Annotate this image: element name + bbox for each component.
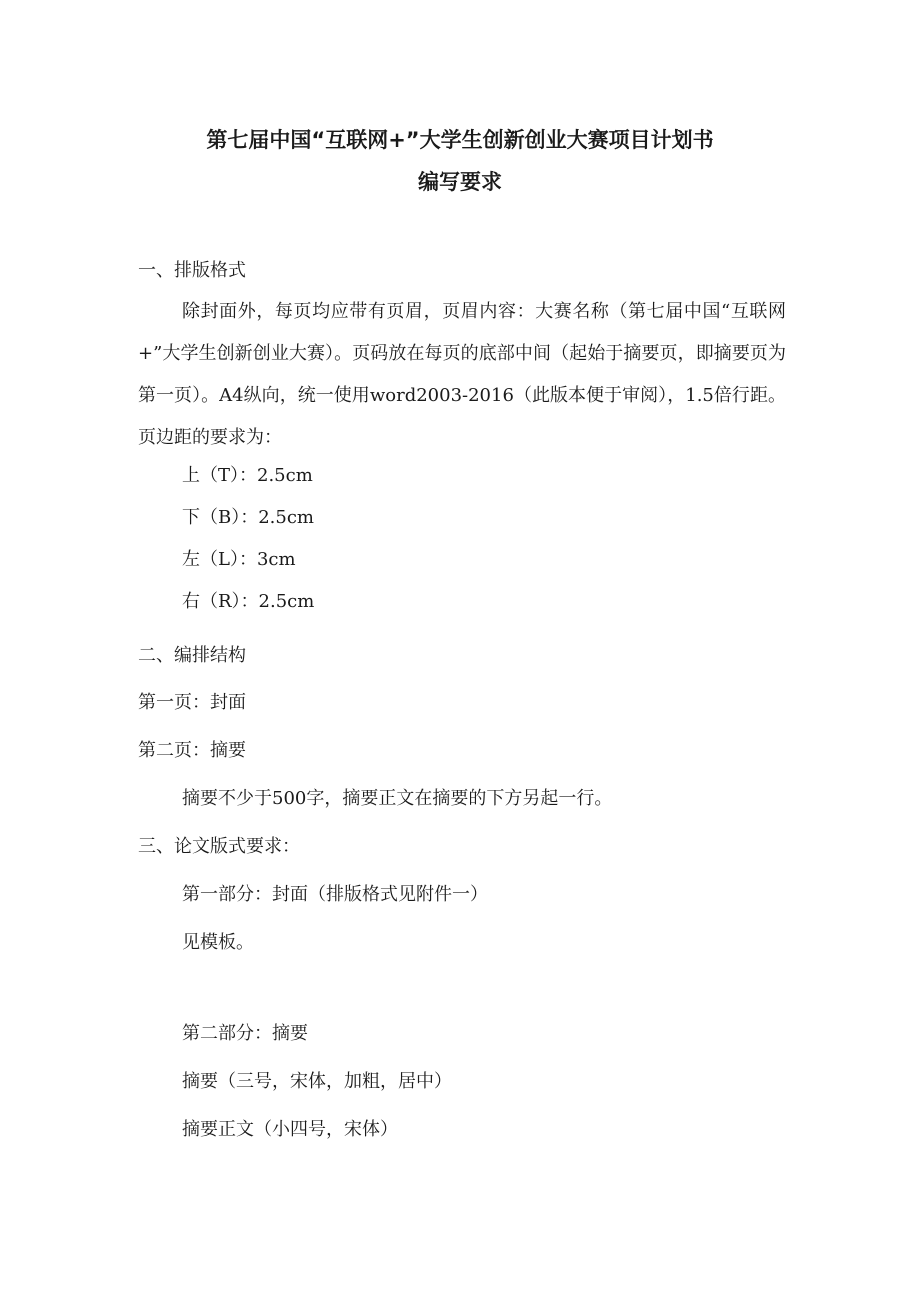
- margin-bottom: 下（B）：2.5cm: [182, 507, 315, 528]
- margin-top: 上（T）：2.5cm: [182, 465, 313, 486]
- structure-page-two: 第二页：摘要: [138, 740, 246, 761]
- abstract-note: 摘要不少于500字，摘要正文在摘要的下方另起一行。: [182, 788, 613, 809]
- section-heading-structure: 二、编排结构: [138, 645, 246, 666]
- margin-right: 右（R）：2.5cm: [182, 591, 315, 612]
- layout-paragraph: 除封面外，每页均应带有页眉，页眉内容：大赛名称（第七届中国“互联网+”大学生创新创业大赛）。页码放在每页的底部中间（起始于摘要页，即摘要页为第一页）。A4纵向，统一使用word2003-2016（此版本便于审阅），1.5倍行距。页边距的要求为：: [138, 301, 786, 448]
- format-part-one-note: 见模板。: [182, 932, 254, 953]
- document-title: 第七届中国“互联网+”大学生创新创业大赛项目计划书: [206, 128, 714, 152]
- section-heading-layout: 一、排版格式: [138, 260, 246, 281]
- abstract-title-format: 摘要（三号，宋体，加粗，居中）: [182, 1071, 452, 1092]
- document-subtitle: 编写要求: [418, 170, 502, 194]
- abstract-body-format: 摘要正文（小四号，宋体）: [182, 1119, 398, 1140]
- format-part-one: 第一部分：封面（排版格式见附件一）: [182, 884, 488, 905]
- section-heading-format: 三、论文版式要求：: [138, 836, 300, 857]
- structure-page-one: 第一页：封面: [138, 692, 246, 713]
- format-part-two: 第二部分：摘要: [182, 1023, 308, 1044]
- margin-left: 左（L）：3cm: [182, 549, 296, 570]
